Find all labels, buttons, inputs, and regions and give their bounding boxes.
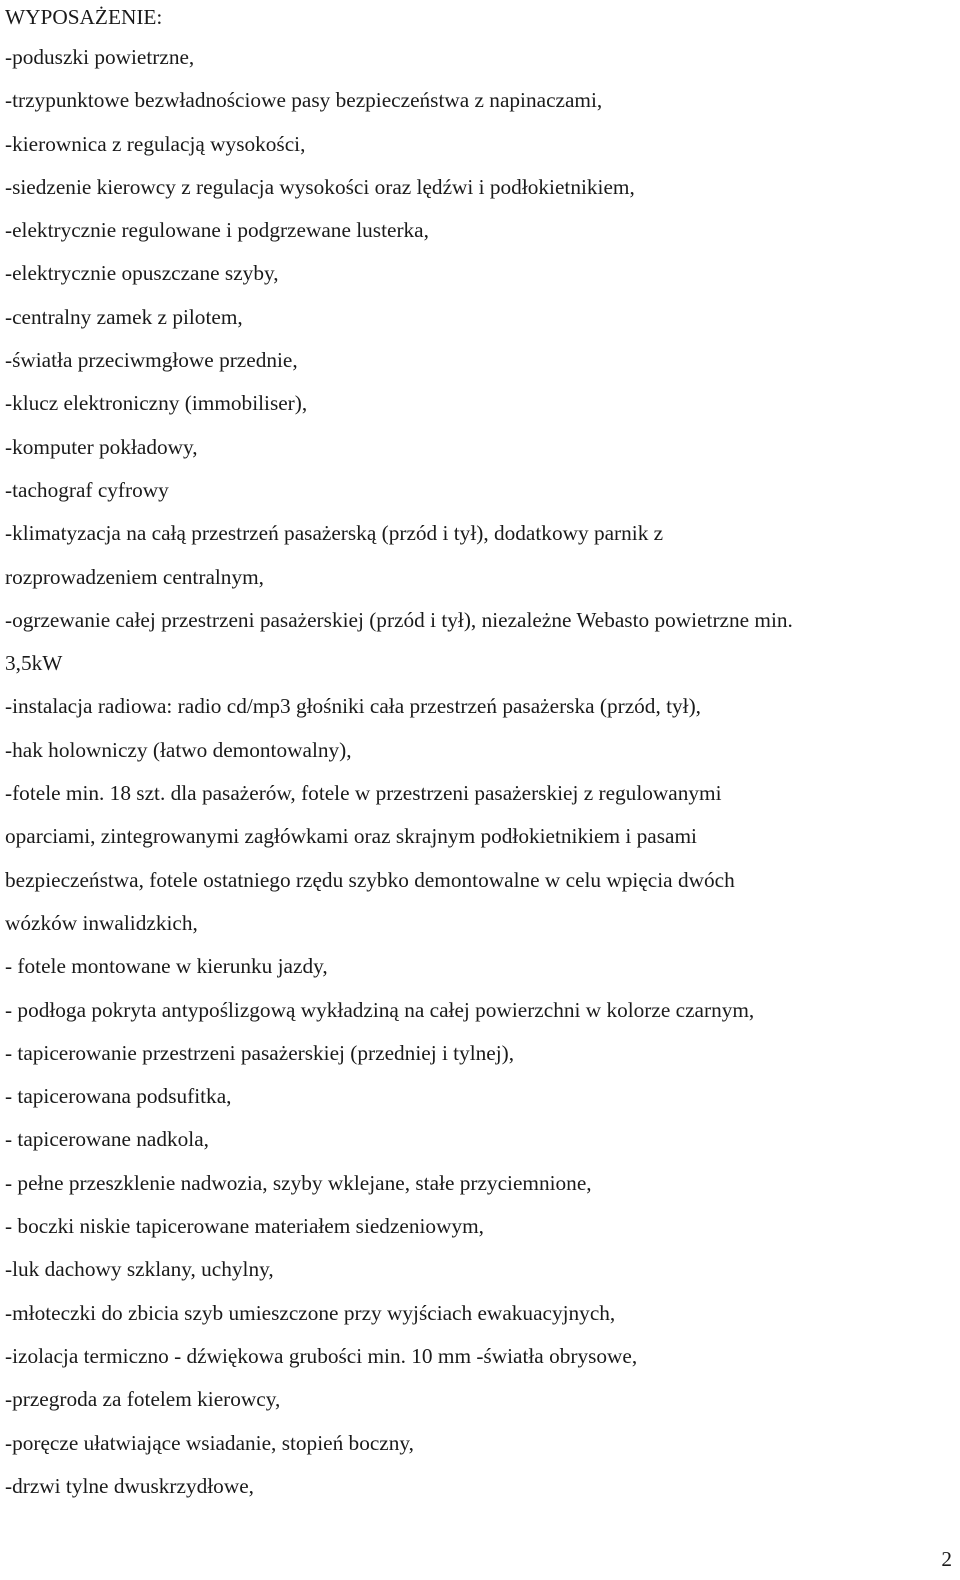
document-body bbox=[5, 0, 945, 1508]
list-item: wózków inwalidzkich, bbox=[5, 910, 198, 935]
list-item: - tapicerowanie przestrzeni pasażerskiej (przedniej i tylnej), bbox=[5, 1040, 515, 1065]
list-item: -trzypunktowe bezwładnościowe pasy bezpieczeństwa z napinaczami, bbox=[5, 88, 603, 113]
list-item: -klucz elektroniczny (immobiliser), bbox=[5, 391, 308, 416]
section-heading: WYPOSAŻENIE: bbox=[5, 5, 163, 29]
list-item: -poręcze ułatwiające wsiadanie, stopień boczny, bbox=[5, 1430, 414, 1455]
list-item: -poduszki powietrzne, bbox=[5, 45, 195, 69]
list-item: oparciami, zintegrowanymi zagłówkami oraz skrajnym podłokietnikiem i pasami bbox=[5, 824, 697, 849]
list-item: -przegroda za fotelem kierowcy, bbox=[5, 1387, 281, 1412]
list-item: -młoteczki do zbicia szyb umieszczone przy wyjściach ewakuacyjnych, bbox=[5, 1300, 616, 1325]
list-item: -centralny zamek z pilotem, bbox=[5, 304, 243, 329]
list-item: - boczki niskie tapicerowane materiałem siedzeniowym, bbox=[5, 1214, 484, 1239]
list-item: -siedzenie kierowcy z regulacja wysokości oraz lędźwi i podłokietnikiem, bbox=[5, 174, 635, 199]
list-item: rozprowadzeniem centralnym, bbox=[5, 564, 264, 589]
page-number: 2 bbox=[941, 1547, 952, 1571]
list-item: -luk dachowy szklany, uchylny, bbox=[5, 1257, 274, 1282]
list-item: bezpieczeństwa, fotele ostatniego rzędu szybko demontowalne w celu wpięcia dwóch bbox=[5, 867, 735, 892]
list-item: -drzwi tylne dwuskrzydłowe, bbox=[5, 1473, 254, 1498]
list-item: -elektrycznie opuszczane szyby, bbox=[5, 261, 279, 286]
list-item: - pełne przeszklenie nadwozia, szyby wklejane, stałe przyciemnione, bbox=[5, 1170, 592, 1195]
list-item: -ogrzewanie całej przestrzeni pasażerskiej (przód i tył), niezależne Webasto powietrzne min. bbox=[5, 607, 793, 632]
list-item: -hak holowniczy (łatwo demontowalny), bbox=[5, 737, 352, 762]
list-item: -instalacja radiowa: radio cd/mp3 głośniki cała przestrzeń pasażerska (przód, tył), bbox=[5, 694, 702, 719]
list-item: -komputer pokładowy, bbox=[5, 434, 198, 459]
list-item: - podłoga pokryta antypoślizgową wykładziną na całej powierzchni w kolorze czarnym, bbox=[5, 997, 755, 1022]
list-item: -kierownica z regulacją wysokości, bbox=[5, 131, 306, 156]
list-item: - fotele montowane w kierunku jazdy, bbox=[5, 954, 328, 979]
list-item: - tapicerowane nadkola, bbox=[5, 1127, 209, 1152]
equipment-list bbox=[5, 36, 945, 1508]
list-item: - tapicerowana podsufitka, bbox=[5, 1084, 232, 1109]
list-item: -fotele min. 18 szt. dla pasażerów, fotele w przestrzeni pasażerskiej z regulowanymi bbox=[5, 781, 722, 806]
list-item: -izolacja termiczno - dźwiękowa grubości min. 10 mm -światła obrysowe, bbox=[5, 1343, 638, 1368]
list-item: -tachograf cyfrowy bbox=[5, 477, 169, 502]
list-item: -klimatyzacja na całą przestrzeń pasażerską (przód i tył), dodatkowy parnik z bbox=[5, 521, 664, 546]
list-item: -elektrycznie regulowane i podgrzewane lusterka, bbox=[5, 218, 429, 243]
list-item: 3,5kW bbox=[5, 651, 63, 676]
list-item: -światła przeciwmgłowe przednie, bbox=[5, 348, 298, 373]
